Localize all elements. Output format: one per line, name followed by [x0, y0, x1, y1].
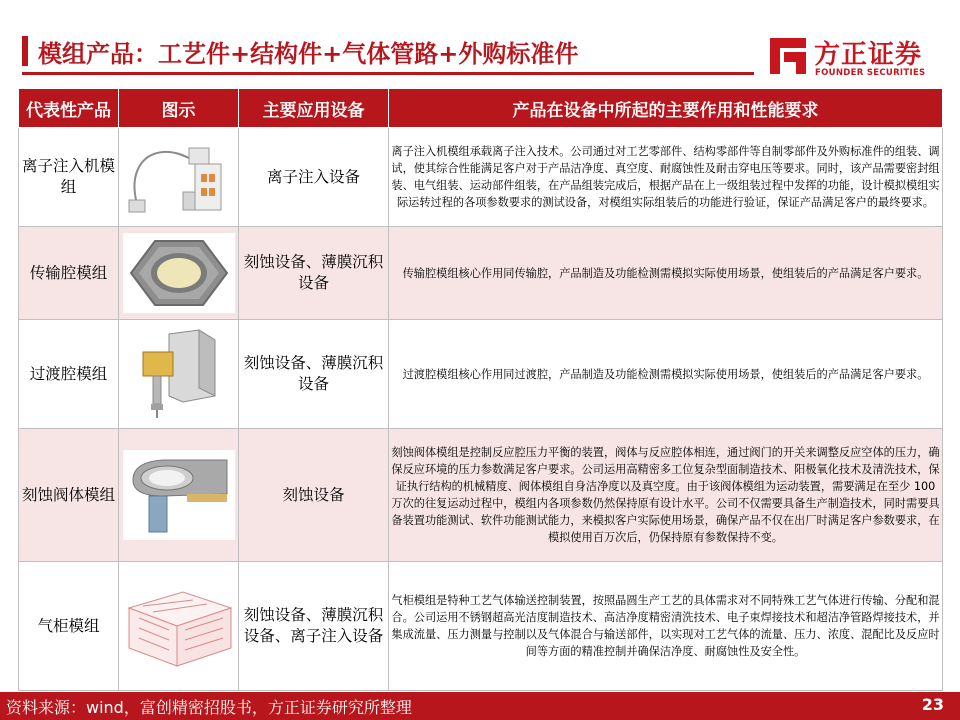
table-row: [19, 227, 943, 320]
title-divider: [22, 72, 754, 75]
product-name: 刻蚀阀体模组: [19, 429, 119, 562]
gas-cabinet-image: [119, 562, 239, 691]
column-header-function: 产品在设备中所起的主要作用和性能要求: [389, 89, 943, 128]
page-title: 模组产品：工艺件+结构件+气体管路+外购标准件: [38, 40, 579, 68]
description-cell: 离子注入机模组承载离子注入技术。公司通过对工艺零部件、结构零部件等自制零部件及外购标准件的组装、调试，使其综合性能满足客户对于产品洁净度、真空度、耐腐蚀性及耐击穿电压等要求。同时，该产品需要密封组装、电气组装、运动部件组装，在产品组装完成后，根据产品在上一级组装过程中发挥的功能，设计模拟模组实际运转过程的各项参数要求的测试设备，对模组实际组装后的功能进行验证，保证产品满足客户的最终要求。: [389, 128, 943, 227]
description-cell: 传输腔模组核心作用同传输腔，产品制造及功能检测需模拟实际使用场景，使组装后的产品满足客户要求。: [389, 227, 943, 320]
table-row: [19, 562, 943, 691]
logo-subtitle: FOUNDER SECURITIES: [815, 68, 926, 78]
equipment-cell: 刻蚀设备、薄膜沉积设备: [239, 320, 389, 429]
ion-implanter-module-image: [119, 128, 239, 227]
transfer-chamber-image: [119, 227, 239, 320]
table-header-row: [19, 89, 943, 128]
column-header-equipment: 主要应用设备: [239, 89, 389, 128]
founder-securities-logo: [768, 36, 938, 82]
column-header-product: 代表性产品: [19, 89, 119, 128]
source-note: 资料来源：wind，富创精密招股书，方正证券研究所整理: [6, 698, 412, 717]
description-cell: 刻蚀阀体模组是控制反应腔压力平衡的装置，阀体与反应腔体相连，通过阀门的开关来调整反应空体的压力，确保反应环境的压力参数满足客户要求。公司运用高精密多工位复杂型面制造技术、阳极氧化技术及清洗技术，保证执行结构的机械精度、阀体模组自身洁净度以及真空度。由于该阀体模组为运动装置，需要满足在至少 100 万次的往复运动过程中，模组内各项参数仍然保持原有设计水平。公司不仅需要具备生产制造技术，同时需要具备装置功能测试、软件功能测试能力，来模拟客户实际使用场景，确保产品不仅在出厂时满足客户参数要求，在模拟使用百万次后，仍保持原有参数保持不变。: [389, 429, 943, 562]
equipment-cell: 刻蚀设备、薄膜沉积设备: [239, 227, 389, 320]
product-name: 气柜模组: [19, 562, 119, 691]
column-header-image: 图示: [119, 89, 239, 128]
table-row: [19, 429, 943, 562]
etch-valve-module-image: [119, 429, 239, 562]
product-name: 过渡腔模组: [19, 320, 119, 429]
page-number: 23: [921, 695, 944, 714]
equipment-cell: 刻蚀设备: [239, 429, 389, 562]
product-name: 传输腔模组: [19, 227, 119, 320]
founder-logo-icon: [768, 36, 808, 76]
footer-bar: [0, 692, 960, 720]
product-name: 离子注入机模组: [19, 128, 119, 227]
equipment-cell: 离子注入设备: [239, 128, 389, 227]
logo-name: 方正证券: [814, 40, 923, 70]
table-row: [19, 320, 943, 429]
description-cell: 气柜模组是特种工艺气体输送控制装置，按照晶圆生产工艺的具体需求对不同特殊工艺气体进行传输、分配和混合。公司运用不锈钢超高光洁度制造技术、高洁净度精密清洗技术、电子束焊接技术和超洁净管路焊接技术，并集成流量、压力测量与控制以及气体混合与输送部件，以实现对工艺气体的流量、压力、浓度、混配比及反应时间等方面的精准控制并确保洁净度、耐腐蚀性及安全性。: [389, 562, 943, 691]
title-accent-bar: [22, 36, 28, 66]
table-row: [19, 128, 943, 227]
equipment-cell: 刻蚀设备、薄膜沉积设备、离子注入设备: [239, 562, 389, 691]
module-products-table: [18, 88, 943, 691]
transition-chamber-image: [119, 320, 239, 429]
description-cell: 过渡腔模组核心作用同过渡腔，产品制造及功能检测需模拟实际使用场景，使组装后的产品满足客户要求。: [389, 320, 943, 429]
